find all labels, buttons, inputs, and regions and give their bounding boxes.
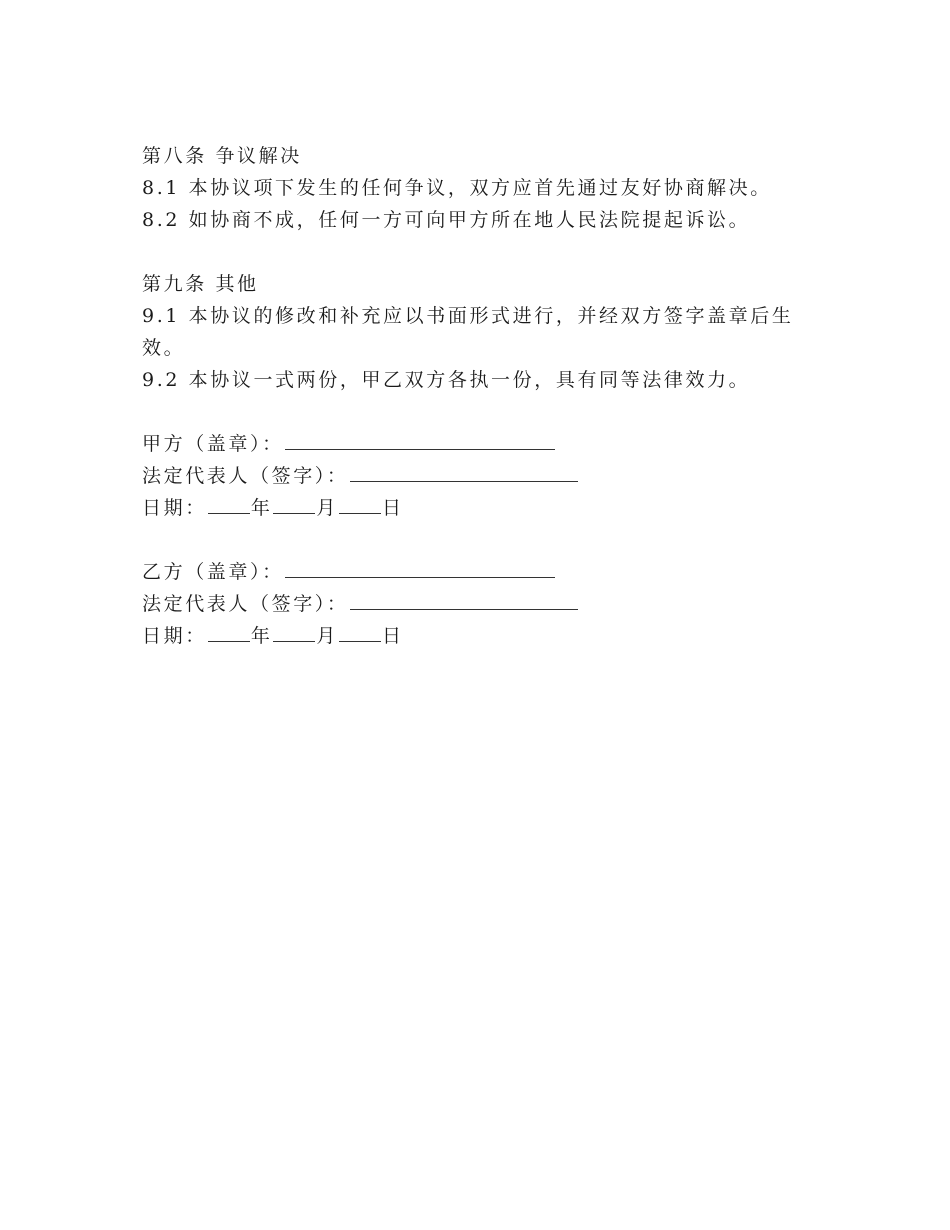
article-8-heading: 第八条 争议解决 [142,145,302,167]
clause-9-1: 9.1 本协议的修改和补充应以书面形式进行，并经双方签字盖章后生效。 [142,305,794,359]
party-b-rep-label: 法定代表人（签字）： [142,593,349,615]
party-b-year-blank [208,621,250,642]
party-b-date-label: 日期： [142,625,207,647]
party-b-date-row [142,620,802,652]
party-a-rep-label: 法定代表人（签字）： [142,465,349,487]
party-a-seal-label: 甲方（盖章）： [142,433,284,455]
party-a-month-label: 月 [316,497,339,519]
party-a-date-label: 日期： [142,497,207,519]
party-a-day-blank [339,493,381,514]
party-b-month-blank [273,621,315,642]
party-b-month-label: 月 [316,625,339,647]
clause-8-2: 8.2 如协商不成，任何一方可向甲方所在地人民法院提起诉讼。 [142,209,751,231]
party-a-date-row [142,492,802,524]
party-b-seal-blank [285,557,555,578]
party-a-seal-blank [285,429,555,450]
party-b-seal-row [142,556,802,588]
party-b-rep-blank [350,589,578,610]
party-a-day-label: 日 [382,497,404,519]
party-b-rep-row [142,588,802,620]
party-a-year-label: 年 [250,497,273,519]
party-a-seal-row [142,428,802,460]
party-a-month-blank [273,493,315,514]
party-b-day-label: 日 [382,625,404,647]
party-a-rep-row [142,460,802,492]
party-b-day-blank [339,621,381,642]
clause-9-2: 9.2 本协议一式两份，甲乙双方各执一份，具有同等法律效力。 [142,369,751,391]
spacer [142,236,802,268]
party-a-rep-blank [350,461,578,482]
spacer [142,524,802,556]
spacer [142,396,802,428]
party-b-year-label: 年 [250,625,273,647]
party-a-year-blank [208,493,250,514]
clause-8-1: 8.1 本协议项下发生的任何争议，双方应首先通过友好协商解决。 [142,177,772,199]
article-9-heading: 第九条 其他 [142,273,259,295]
party-b-seal-label: 乙方（盖章）： [142,561,284,583]
document-body [142,140,802,652]
